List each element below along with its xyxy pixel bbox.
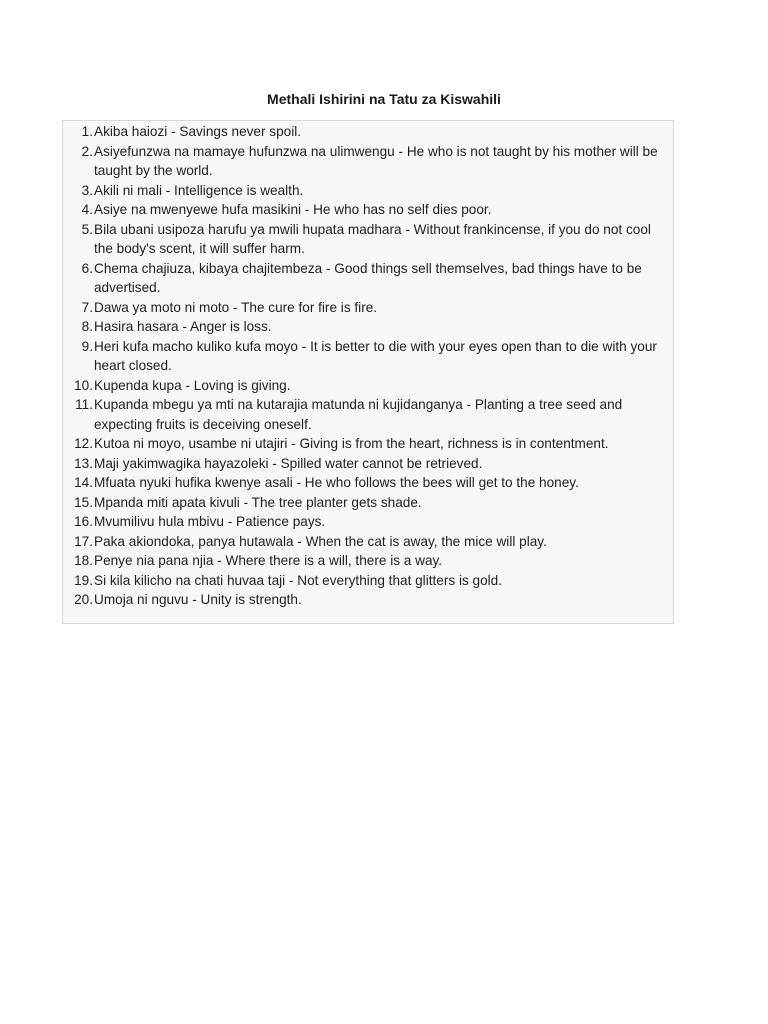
list-item [63, 259, 673, 298]
list-item [63, 532, 673, 552]
item-number: 6. [81, 260, 93, 276]
item-number: 9. [81, 338, 93, 354]
item-text: Akiba haiozi - Savings never spoil. [94, 124, 302, 139]
item-text: Maji yakimwagika hayazoleki - Spilled water cannot be retrieved. [94, 455, 483, 471]
list-item [63, 590, 673, 610]
list-item [63, 395, 673, 434]
item-number: 3. [81, 182, 93, 198]
item-text: Kupanda mbegu ya mti na kutarajia matunda ni kujidanganya - Planting a tree seed and expecting fruits is deceiving oneself. [94, 397, 623, 432]
item-text: Chema chajiuza, kibaya chajitembeza - Good things sell themselves, bad things have to be advertised. [94, 260, 642, 295]
item-text: Heri kufa macho kuliko kufa moyo - It is better to die with your eyes open than to die with your heart closed. [94, 338, 657, 373]
document-title: Methali Ishirini na Tatu za Kiswahili [267, 91, 501, 107]
item-number: 14. [74, 475, 93, 490]
list-item [63, 434, 673, 454]
item-text: Paka akiondoka, panya hutawala - When the cat is away, the mice will play. [94, 533, 547, 549]
item-text: Asiyefunzwa na mamaye hufunzwa na ulimwengu - He who is not taught by his mother will be taught by the world. [94, 143, 658, 178]
list-item [63, 298, 673, 318]
list-item [63, 473, 673, 493]
item-number: 13. [74, 455, 93, 471]
list-item [63, 512, 673, 532]
item-number: 8. [81, 319, 93, 334]
item-number: 20. [74, 592, 93, 607]
item-number: 18. [74, 553, 93, 568]
list-item [63, 317, 673, 337]
item-text: Dawa ya moto ni moto - The cure for fire is fire. [94, 299, 378, 315]
item-number: 19. [74, 572, 93, 588]
proverb-list-box [62, 120, 674, 624]
item-number: 2. [81, 143, 93, 159]
item-number: 15. [74, 494, 93, 510]
proverb-list [63, 121, 673, 610]
item-text: Mfuata nyuki hufika kwenye asali - He who follows the bees will get to the honey. [94, 475, 579, 490]
item-text: Penye nia pana njia - Where there is a will, there is a way. [94, 553, 443, 568]
item-number: 4. [81, 202, 93, 217]
list-item [63, 181, 673, 201]
list-item [63, 571, 673, 591]
item-number: 10. [74, 377, 93, 393]
list-item [63, 337, 673, 376]
list-item [63, 142, 673, 181]
list-item [63, 220, 673, 259]
item-number: 17. [74, 533, 93, 549]
item-number: 12. [74, 436, 93, 451]
item-text: Mpanda miti apata kivuli - The tree planter gets shade. [94, 494, 422, 510]
list-item [63, 122, 673, 142]
item-text: Kupenda kupa - Loving is giving. [94, 377, 291, 393]
item-number: 5. [81, 221, 93, 237]
item-text: Asiye na mwenyewe hufa masikini - He who has no self dies poor. [94, 202, 492, 217]
item-text: Hasira hasara - Anger is loss. [94, 319, 272, 334]
item-text: Si kila kilicho na chati huvaa taji - Not everything that glitters is gold. [94, 572, 503, 588]
item-number: 1. [81, 124, 93, 139]
item-text: Kutoa ni moyo, usambe ni utajiri - Giving is from the heart, richness is in contentment. [94, 436, 609, 451]
list-item [63, 200, 673, 220]
item-number: 16. [74, 514, 93, 529]
item-number: 7. [81, 299, 93, 315]
item-text: Bila ubani usipoza harufu ya mwili hupata madhara - Without frankincense, if you do not cool the body's scent, it will suffer harm. [94, 221, 651, 256]
item-text: Akili ni mali - Intelligence is wealth. [94, 182, 304, 198]
item-text: Mvumilivu hula mbivu - Patience pays. [94, 514, 326, 529]
item-text: Umoja ni nguvu - Unity is strength. [94, 592, 302, 607]
list-item [63, 551, 673, 571]
list-item [63, 454, 673, 474]
item-number: 11. [75, 397, 93, 412]
list-item [63, 493, 673, 513]
list-item [63, 376, 673, 396]
